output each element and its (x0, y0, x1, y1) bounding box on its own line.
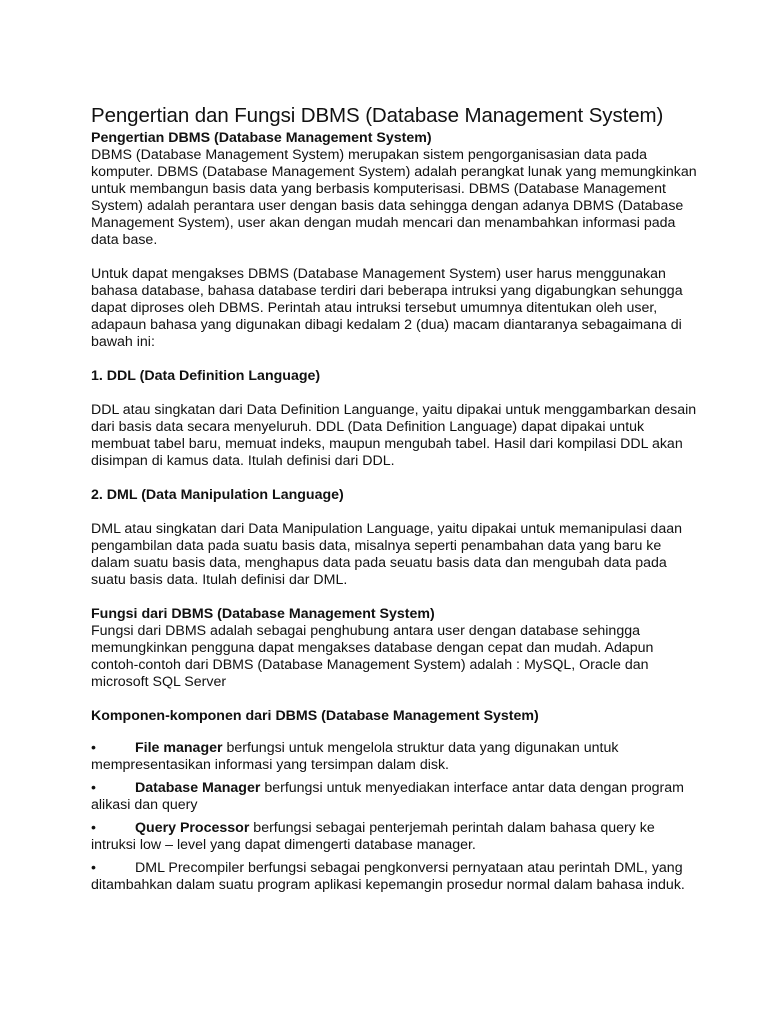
document-title: Pengertian dan Fungsi DBMS (Database Management System) (91, 104, 664, 127)
section-heading-pengertian: Pengertian DBMS (Database Management System) (91, 130, 432, 146)
bullet-icon: • (91, 820, 96, 836)
paragraph-pengertian: DBMS (Database Management System) merupakan sistem pengorganisasian data pada komputer. DBMS (Database Management System) adalah perangkat lunak yang memungkinkan untuk membangun basis data yang berbasis komputerisasi. DBMS (Database Management System) adalah perantara user dengan basis data sehingga dengan adanya DBMS (Database Management System), user akan dengan mudah mencari dan menambahkan informasi pada data base. (91, 147, 697, 248)
paragraph-dml: DML atau singkatan dari Data Manipulation Language, yaitu dipakai untuk memanipulasi daan pengambilan data pada suatu basis data, misalnya seperti penambahan data yang baru ke dalam suatu basis data, menghapus data pada seuatu basis data dan mengubah data pada suatu basis data. Itulah definisi dar DML. (91, 521, 682, 588)
list-item-desc: berfungsi untuk menyediakan interface antar data dengan program alikasi dan query (91, 780, 684, 813)
section-heading-dml: 2. DML (Data Manipulation Language) (91, 487, 344, 503)
list-item-desc: berfungsi sebagai penterjemah perintah dalam bahasa query ke intruksi low – level yang dapat dimengerti database manager. (91, 820, 655, 853)
document-page (91, 104, 701, 900)
list-item (91, 860, 701, 894)
bullet-icon: • (91, 860, 96, 876)
bullet-icon: • (91, 740, 96, 756)
list-item (91, 740, 701, 774)
list-item-term: Database Manager (135, 780, 261, 796)
bullet-icon: • (91, 780, 96, 796)
list-item-term: File manager (135, 740, 223, 756)
section-heading-fungsi: Fungsi dari DBMS (Database Management System) (91, 606, 435, 622)
paragraph-ddl: DDL atau singkatan dari Data Definition Languange, yaitu dipakai untuk menggambarkan desain dari basis data secara menyeluruh. DDL (Data Definition Language) dapat dipakai untuk membuat tabel baru, memuat indeks, maupun mengubah tabel. Hasil dari kompilasi DDL akan disimpan di kamus data. Itulah definisi dari DDL. (91, 402, 697, 469)
paragraph-fungsi: Fungsi dari DBMS adalah sebagai penghubung antara user dengan database sehingga memungkinkan pengguna dapat mengakses database dengan cepat dan mudah. Adapun contoh-contoh dari DBMS (Database Management System) adalah : MySQL, Oracle dan microsoft SQL Server (91, 623, 654, 690)
list-item (91, 780, 701, 814)
list-item (91, 820, 701, 854)
list-item-desc: DML Precompiler berfungsi sebagai pengkonversi pernyataan atau perintah DML, yang ditambahkan dalam suatu program aplikasi kepemangin prosedur normal dalam bahasa induk. (91, 860, 685, 893)
section-heading-komponen: Komponen-komponen dari DBMS (Database Management System) (91, 708, 539, 724)
list-item-desc: berfungsi untuk mengelola struktur data yang digunakan untuk mempresentasikan informasi yang tersimpan dalam disk. (91, 740, 619, 773)
list-item-term: Query Processor (135, 820, 250, 836)
paragraph-bahasa-database: Untuk dapat mengakses DBMS (Database Management System) user harus menggunakan bahasa database, bahasa database terdiri dari beberapa intruksi yang digabungkan sehungga dapat diproses oleh DBMS. Perintah atau intruksi tersebut umumnya ditentukan oleh user, adapaun bahasa yang digunakan dibagi kedalam 2 (dua) macam diantaranya sebagaimana di bawah ini: (91, 266, 683, 350)
section-heading-ddl: 1. DDL (Data Definition Language) (91, 368, 321, 384)
